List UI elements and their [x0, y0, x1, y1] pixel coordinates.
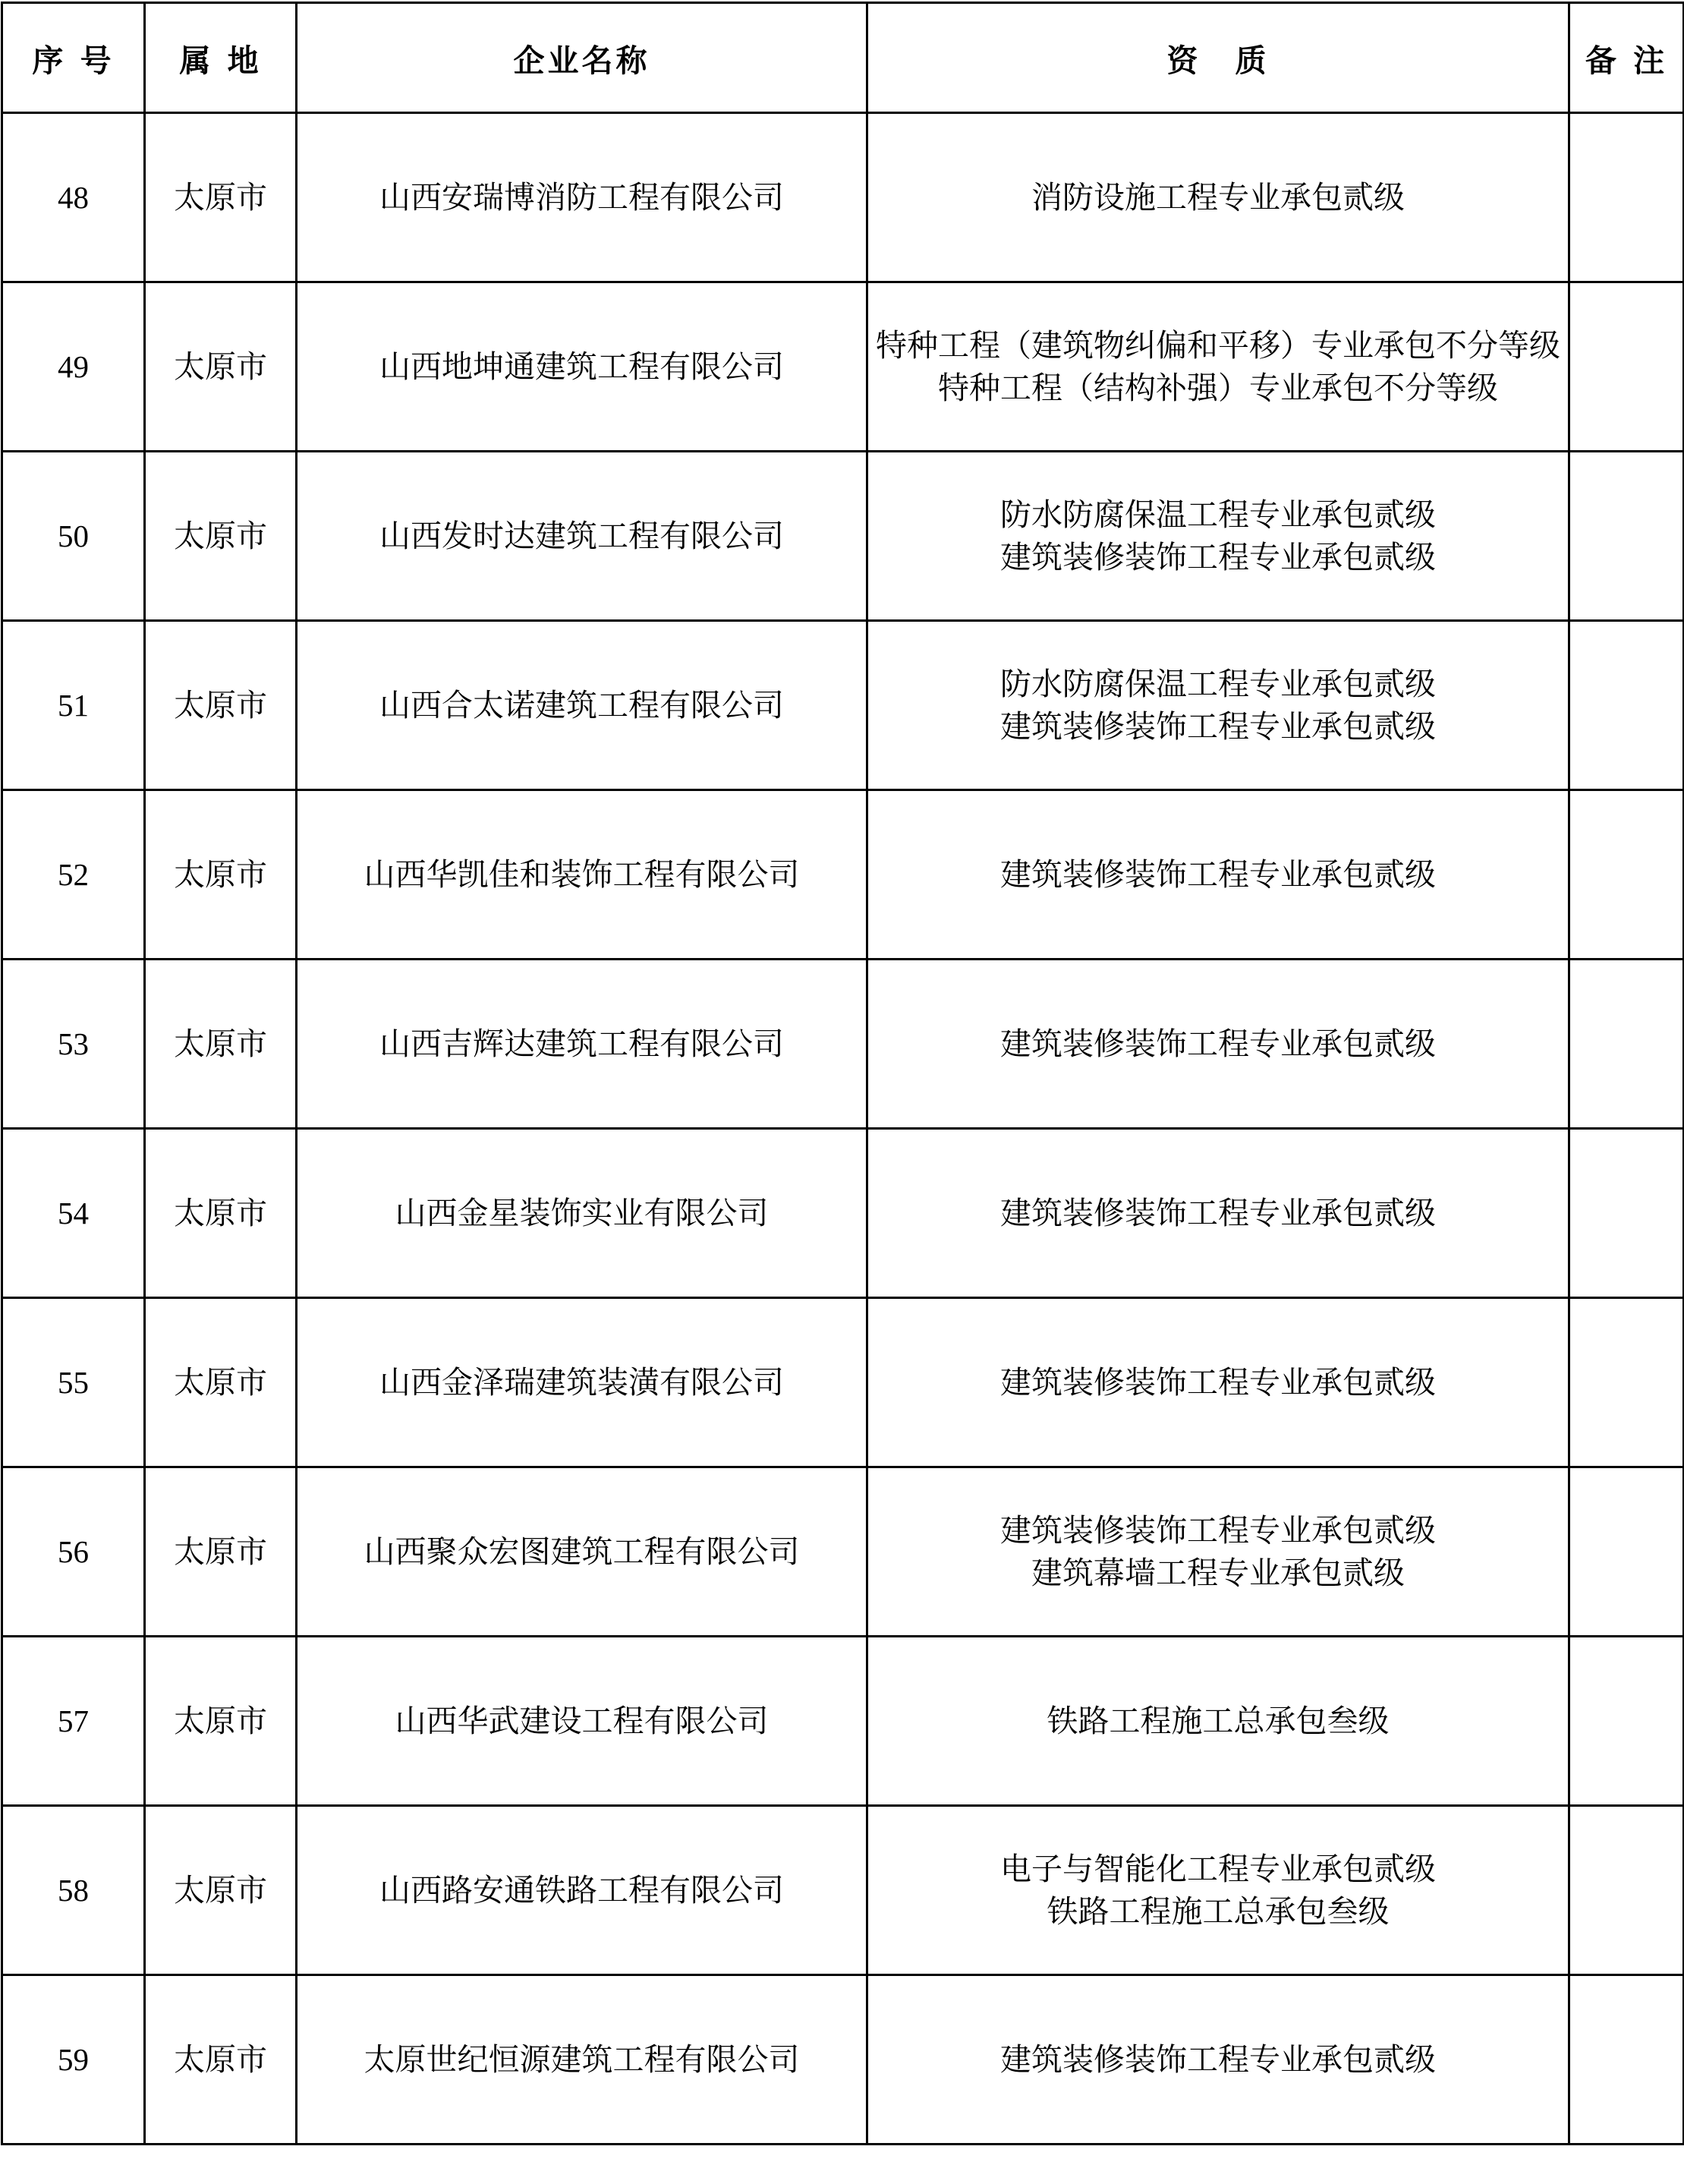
cell-remarks: [1569, 113, 1684, 282]
cell-company: 山西华武建设工程有限公司: [297, 1637, 867, 1806]
table-row: [2, 1806, 1684, 1975]
cell-qualification: [867, 621, 1569, 790]
cell-qualification: [867, 282, 1569, 452]
cell-remarks: [1569, 282, 1684, 452]
cell-location: 太原市: [145, 960, 297, 1129]
cell-index: 52: [2, 790, 145, 960]
header-company: 企业名称: [297, 3, 867, 113]
table-row: [2, 790, 1684, 960]
cell-index: 55: [2, 1298, 145, 1467]
qualification-line: 铁路工程施工总承包叁级: [1047, 1893, 1390, 1930]
cell-remarks: [1569, 452, 1684, 621]
enterprise-qualification-table: [1, 2, 1684, 2145]
cell-company: 山西发时达建筑工程有限公司: [297, 452, 867, 621]
qualification-line: 建筑装修装饰工程专业承包贰级: [1000, 1026, 1436, 1062]
cell-location: 太原市: [145, 1129, 297, 1298]
header-location: 属 地: [145, 3, 297, 113]
qualification-line: 建筑装修装饰工程专业承包贰级: [1000, 539, 1436, 575]
cell-index: 57: [2, 1637, 145, 1806]
qualification-line: 特种工程（结构补强）专业承包不分等级: [938, 370, 1498, 406]
cell-qualification: [867, 113, 1569, 282]
table-row: [2, 113, 1684, 282]
qualification-line: 电子与智能化工程专业承包贰级: [1000, 1851, 1436, 1887]
cell-qualification: [867, 1467, 1569, 1637]
cell-remarks: [1569, 960, 1684, 1129]
qualification-line: 建筑装修装饰工程专业承包贰级: [1000, 2041, 1436, 2078]
cell-company: 山西合太诺建筑工程有限公司: [297, 621, 867, 790]
cell-index: 49: [2, 282, 145, 452]
cell-index: 50: [2, 452, 145, 621]
cell-remarks: [1569, 621, 1684, 790]
cell-remarks: [1569, 790, 1684, 960]
header-qualification: 资 质: [867, 3, 1569, 113]
cell-remarks: [1569, 1806, 1684, 1975]
cell-remarks: [1569, 1637, 1684, 1806]
qualification-line: 建筑幕墙工程专业承包贰级: [1031, 1555, 1405, 1591]
cell-remarks: [1569, 1467, 1684, 1637]
table-row: [2, 1975, 1684, 2145]
cell-location: 太原市: [145, 1298, 297, 1467]
qualification-line: 消防设施工程专业承包贰级: [1031, 179, 1405, 216]
qualification-line: 建筑装修装饰工程专业承包贰级: [1000, 1195, 1436, 1231]
cell-location: 太原市: [145, 1467, 297, 1637]
cell-company: 太原世纪恒源建筑工程有限公司: [297, 1975, 867, 2145]
qualification-line: 建筑装修装饰工程专业承包贰级: [1000, 1512, 1436, 1549]
cell-location: 太原市: [145, 282, 297, 452]
cell-location: 太原市: [145, 1806, 297, 1975]
table-row: [2, 452, 1684, 621]
cell-company: 山西安瑞博消防工程有限公司: [297, 113, 867, 282]
cell-company: 山西聚众宏图建筑工程有限公司: [297, 1467, 867, 1637]
qualification-line: 铁路工程施工总承包叁级: [1047, 1703, 1390, 1739]
cell-remarks: [1569, 1129, 1684, 1298]
header-remarks: 备 注: [1569, 3, 1684, 113]
cell-company: 山西金星装饰实业有限公司: [297, 1129, 867, 1298]
cell-qualification: [867, 1975, 1569, 2145]
cell-index: 59: [2, 1975, 145, 2145]
table-row: [2, 1467, 1684, 1637]
table-header-row: [2, 3, 1684, 113]
qualification-line: 特种工程（建筑物纠偏和平移）专业承包不分等级: [876, 327, 1560, 364]
cell-index: 53: [2, 960, 145, 1129]
cell-index: 51: [2, 621, 145, 790]
cell-company: 山西路安通铁路工程有限公司: [297, 1806, 867, 1975]
cell-location: 太原市: [145, 1975, 297, 2145]
table-row: [2, 282, 1684, 452]
cell-index: 56: [2, 1467, 145, 1637]
table-body: [2, 113, 1684, 2145]
qualification-line: 建筑装修装饰工程专业承包贰级: [1000, 1364, 1436, 1401]
table-row: [2, 1129, 1684, 1298]
cell-location: 太原市: [145, 621, 297, 790]
cell-location: 太原市: [145, 113, 297, 282]
cell-qualification: [867, 960, 1569, 1129]
cell-qualification: [867, 790, 1569, 960]
table-row: [2, 1637, 1684, 1806]
header-index: 序 号: [2, 3, 145, 113]
table-row: [2, 960, 1684, 1129]
cell-company: 山西金泽瑞建筑装潢有限公司: [297, 1298, 867, 1467]
qualification-line: 建筑装修装饰工程专业承包贰级: [1000, 708, 1436, 745]
qualification-line: 防水防腐保温工程专业承包贰级: [1000, 666, 1436, 702]
cell-qualification: [867, 452, 1569, 621]
cell-remarks: [1569, 1298, 1684, 1467]
cell-qualification: [867, 1129, 1569, 1298]
cell-index: 54: [2, 1129, 145, 1298]
cell-location: 太原市: [145, 1637, 297, 1806]
cell-company: 山西华凯佳和装饰工程有限公司: [297, 790, 867, 960]
cell-company: 山西地坤通建筑工程有限公司: [297, 282, 867, 452]
cell-remarks: [1569, 1975, 1684, 2145]
cell-qualification: [867, 1298, 1569, 1467]
table-row: [2, 621, 1684, 790]
cell-index: 48: [2, 113, 145, 282]
qualification-line: 建筑装修装饰工程专业承包贰级: [1000, 856, 1436, 893]
qualification-line: 防水防腐保温工程专业承包贰级: [1000, 496, 1436, 533]
table-row: [2, 1298, 1684, 1467]
cell-location: 太原市: [145, 452, 297, 621]
cell-index: 58: [2, 1806, 145, 1975]
cell-qualification: [867, 1806, 1569, 1975]
cell-company: 山西吉辉达建筑工程有限公司: [297, 960, 867, 1129]
cell-qualification: [867, 1637, 1569, 1806]
cell-location: 太原市: [145, 790, 297, 960]
